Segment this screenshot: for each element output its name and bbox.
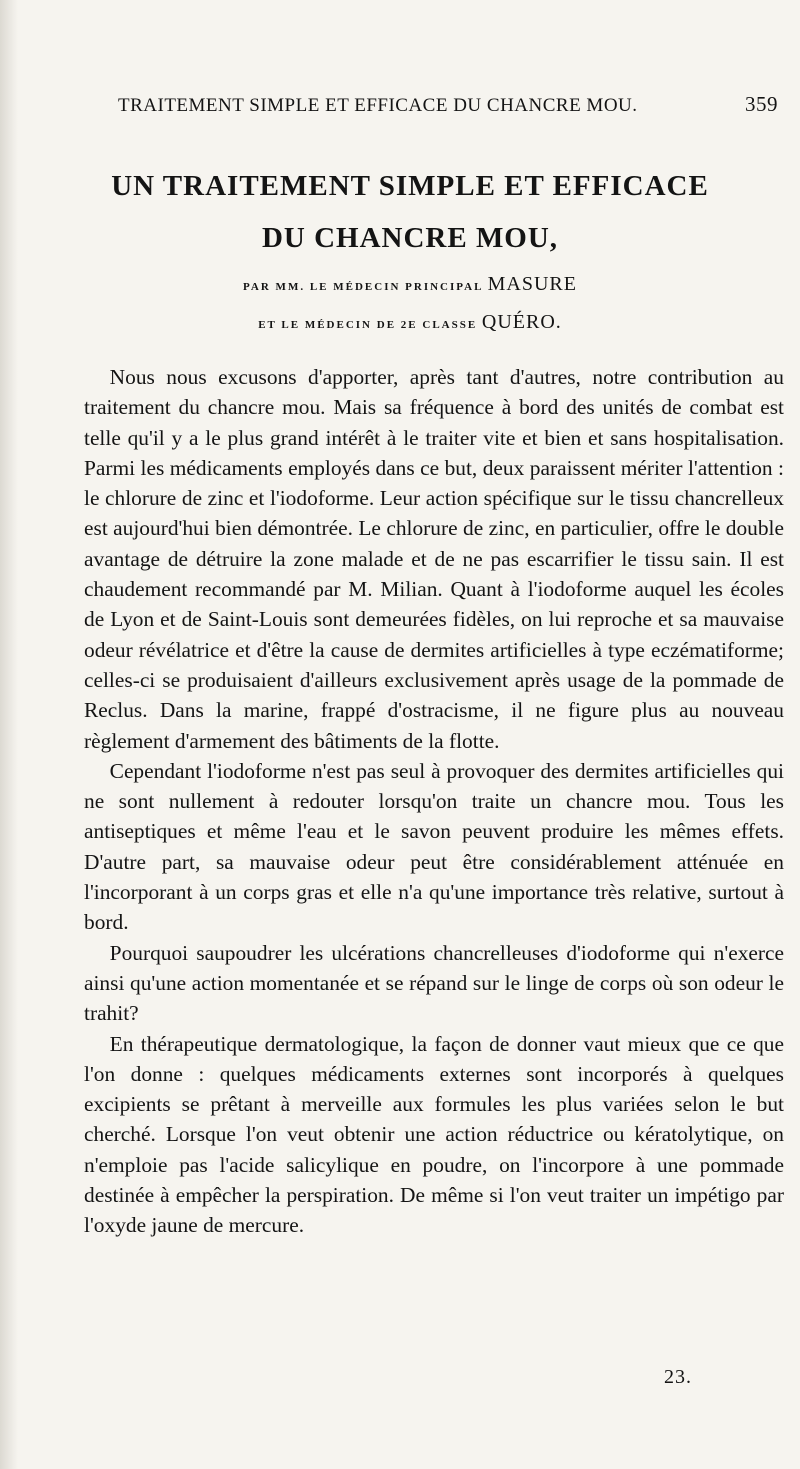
article-title-line-1: UN TRAITEMENT SIMPLE ET EFFICACE bbox=[111, 170, 709, 202]
paragraph: Nous nous excusons d'apporter, après tant d'autres, notre contribution au traitement du chancre mou. Mais sa fréquence à bord des unités de combat est telle qu'il y a le plus grand intérêt à le traiter vite et bien et sans hospitalisation. Parmi les médicaments employés dans ce but, deux paraissent mériter l'attention : le chlorure de zinc et l'iodoforme. Leur action spécifique sur le tissu chancrelleux est aujourd'hui bien démontrée. Le chlorure de zinc, en particulier, offre le double avantage de détruire la zone malade et de ne pas escarrifier le tissu sain. Il est chaudement recommandé par M. Milian. Quant à l'iodoforme auquel les écoles de Lyon et de Saint-Louis sont demeurées fidèles, on lui reproche et sa mauvaise odeur révélatrice et d'être la cause de dermites artificielles à type eczématiforme; celles-ci se produisaient d'ailleurs exclusivement après usage de la pommade de Reclus. Dans la marine, frappé d'ostracisme, il ne figure plus au nouveau règlement d'armement des bâtiments de la flotte. bbox=[84, 365, 784, 753]
byline-1-prefix: PAR MM. LE MÉDECIN PRINCIPAL bbox=[243, 281, 483, 293]
article-body bbox=[84, 362, 784, 1241]
running-head-title: TRAITEMENT SIMPLE ET EFFICACE DU CHANCRE MOU. bbox=[118, 95, 638, 116]
page-edge-shadow bbox=[0, 0, 18, 1469]
signature-mark: 23. bbox=[664, 1366, 692, 1388]
author-1-name: MASURE bbox=[487, 273, 577, 295]
byline-1 bbox=[80, 273, 740, 296]
paragraph: En thérapeutique dermatologique, la façon de donner vaut mieux que ce que l'on donne : quelques médicaments externes sont incorporés à quelques excipients se prêtant à merveille aux formules les plus variées selon le but cherché. Lorsque l'on veut obtenir une action réductrice ou kératolytique, on n'emploie pas l'acide salicylique en poudre, on l'incorpore à une pommade destinée à empêcher la perspiration. De même si l'on veut traiter un impétigo par l'oxyde jaune de mercure. bbox=[84, 1031, 784, 1238]
author-2-name: QUÉRO. bbox=[481, 311, 562, 333]
running-head bbox=[118, 92, 778, 120]
paragraph: Cependant l'iodoforme n'est pas seul à provoquer des dermites artificielles qui ne sont nullement à redouter lorsqu'on traite un chancre mou. Tous les antiseptiques et même l'eau et le savon peuvent produire les mêmes effets. D'autre part, sa mauvaise odeur peut être considérablement atténuée en l'incorporant à un corps gras et elle n'a qu'une importance très relative, surtout à bord. bbox=[84, 758, 784, 935]
paragraph: Pourquoi saupoudrer les ulcérations chancrelleuses d'iodoforme qui n'exerce ainsi qu'une action momentanée et se répand sur le linge de corps où son odeur le trahit? bbox=[84, 940, 784, 1026]
byline-2-prefix: ET LE MÉDECIN DE 2E CLASSE bbox=[258, 319, 478, 331]
byline-2 bbox=[80, 311, 740, 334]
article-title-line-2: DU CHANCRE MOU, bbox=[261, 222, 559, 254]
page-number: 359 bbox=[745, 92, 778, 116]
